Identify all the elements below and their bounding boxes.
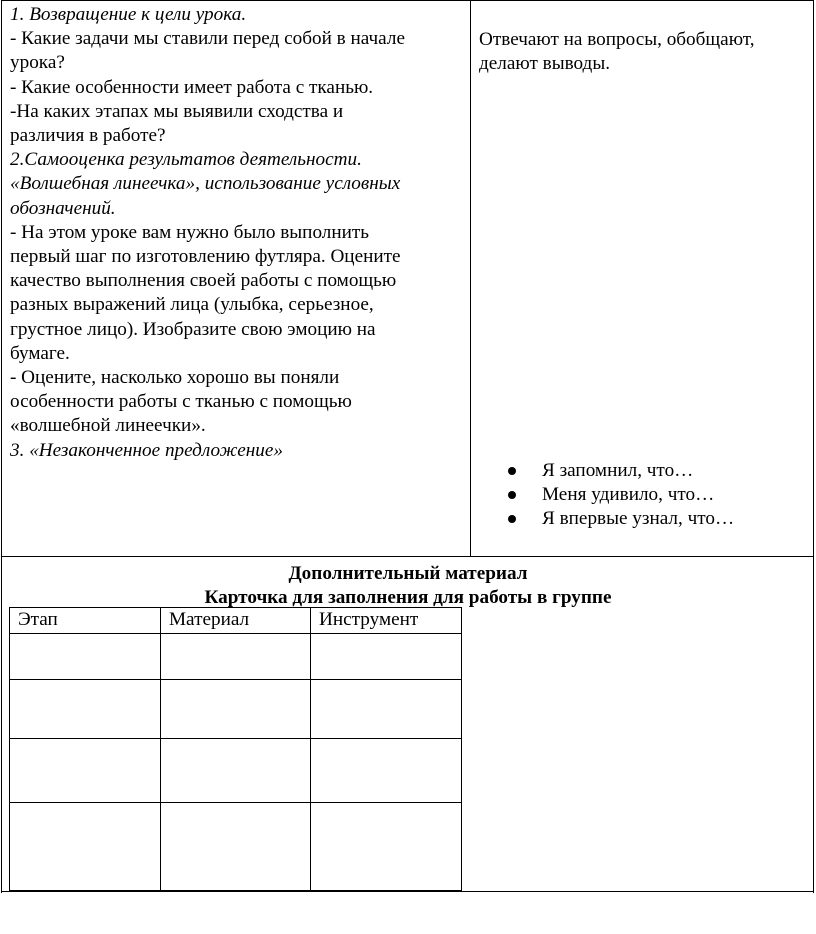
lesson-text-line: «волшебной линеечки». [10,415,206,437]
table-cell [161,739,311,803]
lesson-text-line: различия в работе? [10,125,166,147]
lesson-text-line: 3. «Незаконченное предложение» [10,439,283,461]
lesson-text-line: - Оцените, насколько хорошо вы поняли [10,367,340,389]
list-item-text: Я запомнил, что… [542,460,694,481]
table-cell [161,680,311,739]
table-cell [311,680,462,739]
list-item [508,507,734,531]
lesson-text-line: -На каких этапах мы выявили сходства и [10,100,344,122]
lesson-text-line: урока? [10,52,65,74]
table-cell [161,803,311,891]
table-border-bottom [1,891,814,892]
header-cell-material: Материал [161,608,311,634]
table-cell [10,680,161,739]
lesson-steps-text [10,3,405,463]
right-cell-line-1: Отвечают на вопросы, обобщают, [479,29,755,50]
lesson-text-line: бумаге. [10,342,70,364]
lesson-text-line: качество выполнения своей работы с помощью [10,270,397,292]
bullet-icon [508,491,516,499]
column-divider [470,0,471,557]
table-row [10,680,462,739]
table-row [10,739,462,803]
group-work-card-table [9,607,462,891]
lesson-text-line: «Волшебная линеечка», использование условных [10,173,401,195]
lesson-text-line: - Какие особенности имеет работа с тканью. [10,76,374,98]
lesson-text-line: - На этом уроке вам нужно было выполнить [10,221,370,243]
right-cell-text [479,28,755,76]
table-row [10,803,462,891]
lesson-text-line: первый шаг по изготовлению футляра. Оцените [10,246,401,268]
list-item-text: Я впервые узнал, что… [542,508,735,530]
header-cell-stage: Этап [10,608,161,634]
header-cell-tool: Инструмент [311,608,462,634]
table-border-right [813,0,814,893]
table-cell [10,634,161,680]
table-cell [161,634,311,680]
lesson-text-line: грустное лицо). Изобразите свою эмоцию на [10,318,376,340]
row-divider [1,556,814,557]
lesson-text-line: особенности работы с тканью с помощью [10,391,352,413]
lesson-text-line: разных выражений лица (улыбка, серьезное, [10,294,374,316]
section-title: Дополнительный материал [288,563,528,584]
right-cell-line-2: делают выводы. [479,53,611,75]
bullet-icon [508,515,516,523]
table-border-left [1,0,2,893]
list-item-text: Меня удивило, что… [542,484,715,506]
table-header-row [10,608,462,634]
table-row [10,634,462,680]
section-subtitle: Карточка для заполнения для работы в группе [204,587,612,608]
table-cell [311,803,462,891]
lesson-text-line: 2.Самооценка результатов деятельности. [10,149,362,171]
table-border-top [1,0,814,1]
lesson-text-line: - Какие задачи мы ставили перед собой в начале [10,28,405,50]
table-cell [311,739,462,803]
table-cell [10,803,161,891]
list-item [508,459,734,483]
table-cell [311,634,462,680]
unfinished-sentence-list [508,459,734,532]
table-cell [10,739,161,803]
list-item [508,483,734,507]
bullet-icon [508,467,516,475]
lesson-text-line: 1. Возвращение к цели урока. [10,4,247,25]
lesson-text-line: обозначений. [10,197,116,219]
